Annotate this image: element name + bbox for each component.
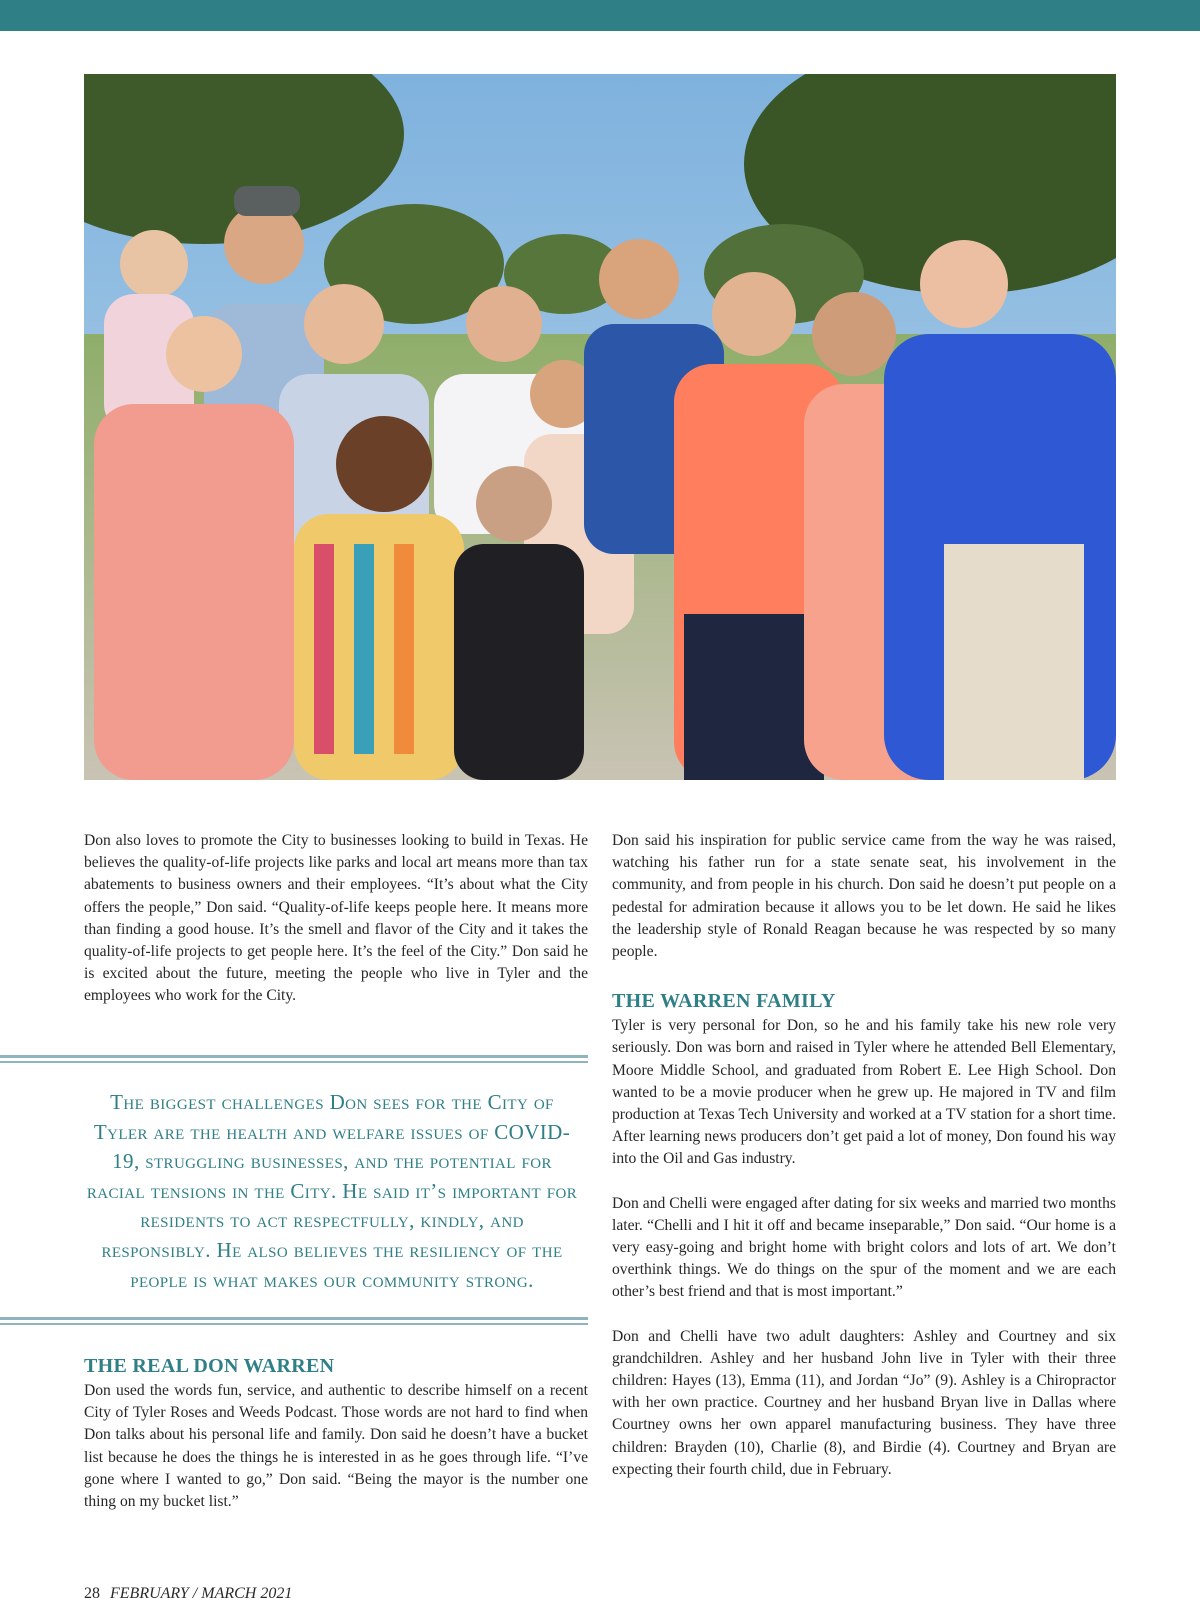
pull-quote-bottom-rule-thin	[0, 1323, 588, 1325]
right-column	[612, 830, 1116, 1481]
left-column	[84, 830, 588, 1008]
page-footer	[84, 1584, 292, 1604]
issue-date: FEBRUARY / MARCH 2021	[110, 1585, 293, 1602]
right-paragraph-1: Don said his inspiration for public service came from the way he was raised, watching his father run for a state senate seat, his involvement in the community, and from people in his church. Don said he doesn’t put people on a pedestal for admiration because it allows you to be let down. He said he likes the leadership style of Ronald Reagan because he was respected by so many people.	[612, 832, 1116, 961]
pull-quote	[0, 1055, 588, 1325]
family-group-photo-icon	[84, 74, 1116, 780]
right-paragraph-3: Don and Chelli were engaged after dating for six weeks and married two months later. “Chelli and I hit it off and became inseparable,” Don said. “Our home is a very easy-going and bright home with bright colors and lots of art. We don’t overthink things. We do things on the spur of the moment and we are each other’s best friend and that is most important.”	[612, 1194, 1116, 1301]
warren-family-heading: THE WARREN FAMILY	[612, 990, 836, 1013]
real-don-warren-heading: THE REAL DON WARREN	[84, 1355, 335, 1377]
page-number: 28	[84, 1585, 100, 1602]
real-don-warren-section	[84, 1354, 588, 1513]
pull-quote-bottom-rule	[0, 1317, 588, 1320]
right-paragraph-4: Don and Chelli have two adult daughters: Ashley and Courtney and six grandchildren. Ashley and her husband John live in Tyler with their three children: Hayes (13), Emma (11), and Jordan “Jo” (9). Ashley is a Chiropractor with her own practice. Courtney and her husband Bryan live in Dallas where Courtney owns her own apparel manufacturing business. They have three children: Brayden (10), Charlie (8), and Birdie (4). Courtney and Bryan are expecting their fourth child, due in February.	[612, 1327, 1116, 1478]
left-paragraph-1: Don also loves to promote the City to businesses looking to build in Texas. He believes the quality-of-life projects like parks and local art means more than tax abatements to business owners and their employees. “It’s about what the City offers the people,” Don said. “Quality-of-life keeps people here. It means more than finding a good house. It’s the smell and flavor of the City and it takes the quality-of-life projects to get people here. It’s the feel of the City.” Don said he is excited about the future, meeting the people who live in Tyler and the employees who work for the City.	[84, 832, 588, 1005]
pull-quote-top-rule	[0, 1055, 588, 1058]
right-paragraph-2: Tyler is very personal for Don, so he and his family take his new role very seriously. Don was born and raised in Tyler where he attended Bell Elementary, Moore Middle School, and graduated from Robert E. Lee High School. Don wanted to be a movie producer when he grew up. He majored in TV and film production at Texas Tech University and worked at a TV station for a short time. After learning news producers don’t get paid a lot of money, Don found his way into the Oil and Gas industry.	[612, 1017, 1116, 1168]
top-accent-bar	[0, 0, 1200, 31]
family-photo	[84, 74, 1116, 780]
real-don-warren-paragraph: Don used the words fun, service, and authentic to describe himself on a recent City of Tyler Roses and Weeds Podcast. Those words are not hard to find when Don talks about his personal life and family. Don said he doesn’t have a bucket list because he does the things he is interested in as he goes through life. “I’ve gone where I wanted to go,” Don said. “Being the mayor is the number one thing on my bucket list.”	[84, 1382, 588, 1511]
pull-quote-text: The biggest challenges Don sees for the City of Tyler are the health and welfare issues of COVID-19, struggling businesses, and the potential for racial tensions in the City. He said it’s important for residents to act respectfully, kindly, and responsibly. He also believes the resiliency of the people is what makes our community strong.	[86, 1090, 578, 1292]
